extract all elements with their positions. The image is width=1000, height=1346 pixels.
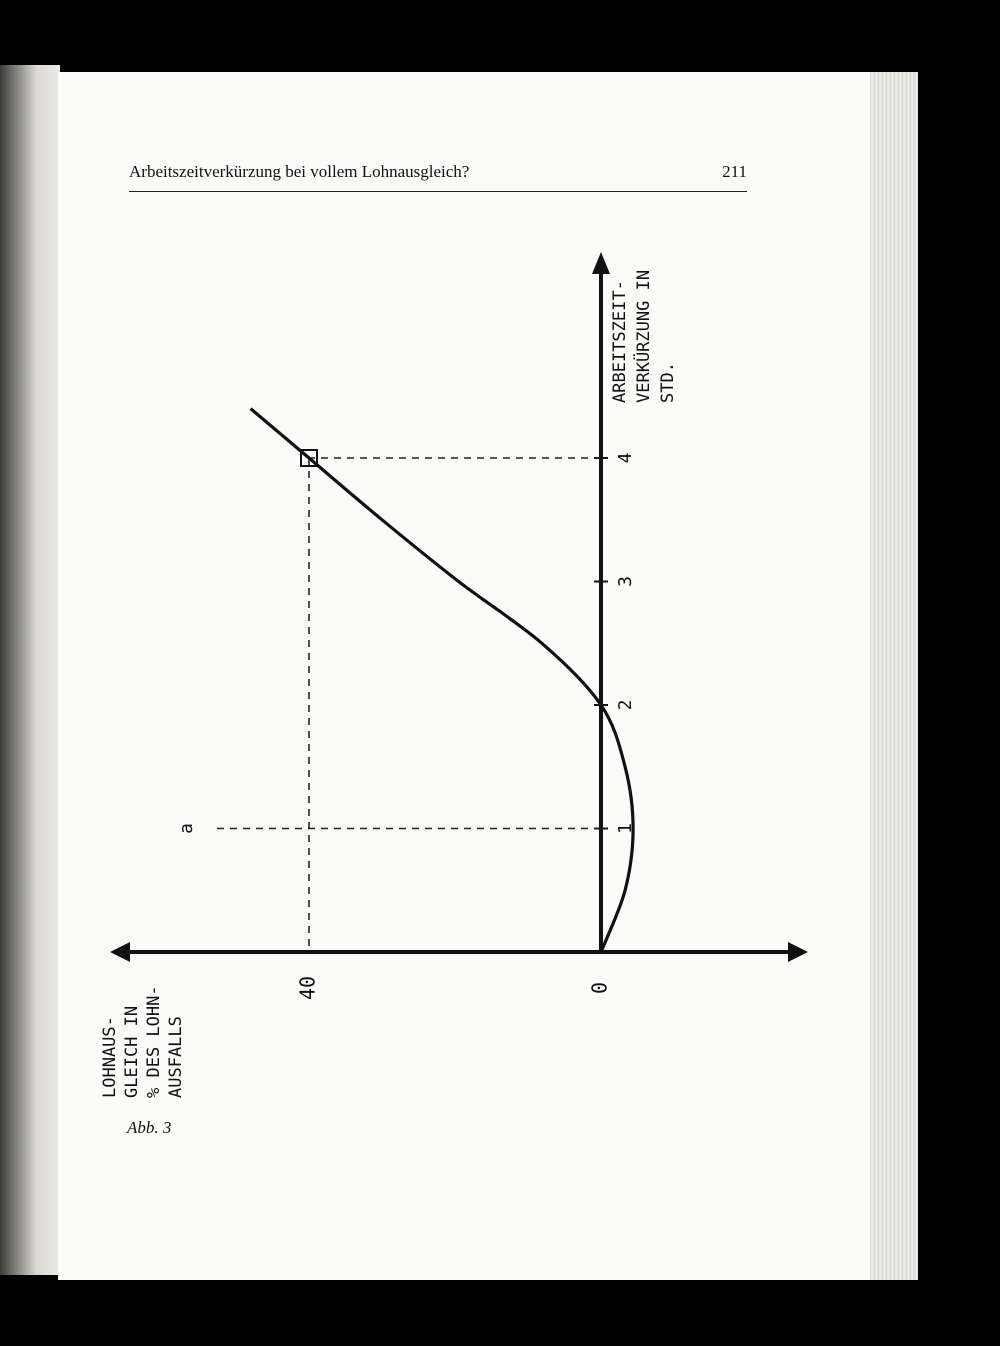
y-axis-label: [100, 985, 186, 1098]
figure-caption: Abb. 3: [127, 1118, 172, 1137]
y-tick-label: 40: [295, 975, 320, 1001]
x-tick-label: 1: [615, 823, 636, 834]
y-axis-arrow-left: [110, 942, 130, 962]
y-axis-label-line-2: GLEICH IN: [122, 1005, 142, 1098]
y-axis-label-line-1: LOHNAUS-: [100, 1016, 120, 1098]
x-tick-label: 3: [615, 576, 636, 587]
x-axis-label-line-1: ARBEITSZEIT-: [610, 280, 630, 403]
series-line: [251, 409, 633, 952]
x-tick-label: 4: [615, 452, 636, 464]
running-title: Arbeitszeitverkürzung bei vollem Lohnausgleich?: [129, 162, 470, 181]
x-axis-label: [610, 270, 678, 403]
page-number: 211: [722, 162, 747, 181]
x-axis-arrow: [592, 252, 610, 274]
y-axis-label-line-3: % DES LOHN-: [144, 985, 164, 1098]
x-axis-label-line-2: VERKÜRZUNG IN: [634, 269, 654, 403]
y-axis-arrow-right: [788, 942, 808, 962]
guide-label-a: a: [176, 823, 197, 834]
x-axis-label-line-3: STD.: [658, 362, 678, 403]
y-axis-label-line-4: AUSFALLS: [166, 1016, 186, 1098]
y-tick-label: 0: [587, 981, 612, 995]
x-tick-label: 2: [615, 699, 636, 711]
